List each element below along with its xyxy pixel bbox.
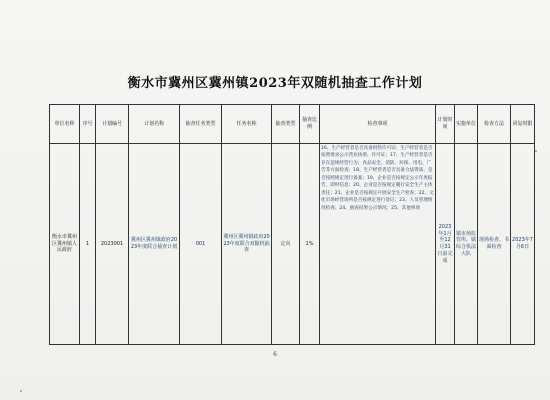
header-seq: 序号 — [80, 105, 96, 144]
header-plan-name: 计划名称 — [129, 105, 180, 144]
cell-check-type: 定向 — [272, 144, 300, 345]
table-row — [50, 144, 535, 345]
table-header-row — [50, 105, 535, 144]
header-implementer: 实施单位 — [455, 105, 478, 144]
cell-implementer: 镇市场监管所、镇综合执法大队 — [455, 144, 478, 345]
cell-deadline: 2023年7月6日 — [511, 144, 535, 345]
cell-method: 现场检查、书面检查 — [478, 144, 511, 345]
header-items: 检查事项 — [320, 105, 436, 144]
page-number: 6 — [273, 351, 277, 358]
header-plan-no: 计划编号 — [96, 105, 129, 144]
header-unit: 单位名称 — [50, 105, 80, 144]
header-task-type: 抽查任务类型 — [180, 105, 222, 144]
cell-plan-no: 2023001 — [96, 144, 129, 345]
scan-speck — [535, 150, 537, 152]
cell-task-type: 001 — [180, 144, 222, 345]
cell-task-name: 冀州区冀州镇政府2023年度联合双随机抽查 — [222, 144, 272, 345]
cell-period: 2023年1月至12月31日前完成 — [436, 144, 455, 345]
header-deadline: 回复时限 — [511, 105, 535, 144]
header-ratio: 抽查比例 — [300, 105, 320, 144]
header-method: 检查方法 — [478, 105, 511, 144]
inspection-plan-table — [49, 104, 535, 345]
cell-plan-name: 冀州区冀州镇政府2023年度联合抽查计划 — [129, 144, 180, 345]
page-title: 衡水市冀州区冀州镇2023年双随机抽查工作计划 — [127, 76, 423, 91]
scan-speck — [20, 390, 22, 392]
cell-items: 16、生产经营者是否具备供热许可证；生产经营者是否按照要求公示营业执照、许可证；17、生产经营者是否存在违规经营行为；食品安全、消防、环保、用电、广告等方面检查；18、生产经营者是否具备合法资质，是否按照规定进行备案；19、企业是否按规定公示年度报告、即时信息；20、企业是否按规定履行安全生产主体责任；21、企业是否按规定开展安全生产检查；22、文化市场经营场所是否按规定进行登记；23、人员管理情况检查；24、抽查结果公示情况；25、其他事项 — [320, 144, 436, 345]
header-check-type: 抽查类型 — [272, 105, 300, 144]
header-period: 计划时间 — [436, 105, 455, 144]
cell-unit: 衡水市冀州区冀州镇人民政府 — [50, 144, 80, 345]
cell-seq: 1 — [80, 144, 96, 345]
cell-ratio: 1% — [300, 144, 320, 345]
header-task-name: 任务名称 — [222, 105, 272, 144]
